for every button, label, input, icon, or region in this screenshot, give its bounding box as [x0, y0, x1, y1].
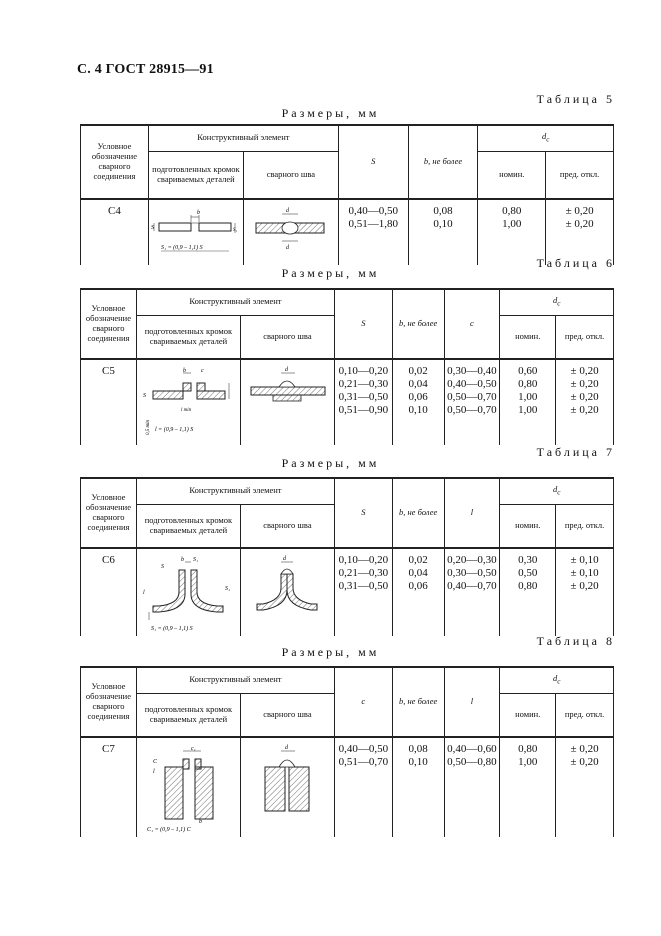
s-header: S	[334, 478, 392, 548]
s-value: 0,31—0,50	[338, 391, 389, 403]
svg-text:S₁: S₁	[232, 228, 238, 233]
extra-value: 0,40—0,70	[447, 580, 497, 592]
extra-value: 0,30—0,50	[447, 567, 497, 579]
svg-text:b: b	[182, 368, 186, 374]
table-6	[80, 288, 614, 445]
svg-text:0,5 min: 0,5 min	[145, 420, 151, 435]
nominal-header: номин.	[500, 504, 556, 548]
extra-value: 0,40—0,60	[447, 743, 497, 755]
b-value: 0,02	[408, 554, 428, 566]
b-values	[408, 199, 478, 265]
svg-text:c₁: c₁	[190, 746, 196, 752]
prepared-edges-header: подготовленных кромок свариваемых деталей	[136, 693, 240, 737]
tolerance-values	[556, 548, 614, 636]
table-8	[80, 666, 614, 837]
svg-text:S: S	[150, 225, 154, 231]
d-header	[500, 667, 614, 693]
d-subscript: c	[557, 678, 561, 687]
tolerance-value: ± 0,20	[565, 205, 594, 217]
b-values	[392, 737, 444, 837]
designation-header: Условное обозначение сварного соединения	[81, 125, 149, 199]
c7-weld-drawing	[243, 743, 331, 813]
s-header: S	[338, 125, 408, 199]
designation-cell: С4	[81, 199, 149, 265]
prepared-edges-drawing	[136, 737, 240, 837]
d-symbol: d	[541, 131, 547, 142]
nominal-value: 1,00	[518, 391, 538, 403]
c7-edge-drawing	[139, 743, 237, 835]
s-header: S	[334, 289, 392, 359]
extra-value: 0,40—0,50	[447, 378, 497, 390]
designation-cell: С5	[81, 359, 137, 445]
svg-text:b: b	[180, 557, 184, 563]
tolerance-header: пред. откл.	[546, 151, 614, 199]
nominal-values	[500, 737, 556, 837]
nominal-value: 0,30	[518, 554, 538, 566]
b-value: 0,10	[408, 756, 428, 768]
b-value: 0,08	[433, 205, 453, 217]
designation-cell: С6	[81, 548, 137, 636]
prepared-edges-drawing	[148, 199, 243, 265]
prepared-edges-drawing	[136, 548, 240, 636]
extra-header: c	[444, 289, 500, 359]
extra-value: 0,30—0,40	[447, 365, 497, 377]
b-header: b, не более	[392, 667, 444, 737]
table-6-number: Таблица 6	[536, 256, 615, 270]
tolerance-value: ± 0,10	[570, 554, 599, 566]
d-subscript: c	[557, 489, 561, 498]
nominal-values	[500, 548, 556, 636]
extra-value: 0,50—0,70	[447, 391, 497, 403]
s-value: 0,21—0,30	[338, 378, 389, 390]
c6-edge-drawing	[139, 554, 237, 634]
nominal-value: 0,50	[518, 567, 538, 579]
svg-text:S: S	[142, 393, 146, 399]
tolerance-value: ± 0,20	[570, 580, 599, 592]
designation-cell: С7	[81, 737, 137, 837]
table-6-sizes-caption: Размеры, мм	[281, 266, 380, 280]
b-header: b, не более	[392, 289, 444, 359]
tolerance-value: ± 0,20	[570, 404, 599, 416]
prepared-edges-header: подготовленных кромок свариваемых деталей	[136, 315, 240, 359]
extra-values	[444, 359, 500, 445]
c5-edge-drawing	[139, 365, 237, 443]
tolerance-value: ± 0,20	[570, 378, 599, 390]
table-7-number: Таблица 7	[536, 445, 615, 459]
nominal-value: 1,00	[518, 404, 538, 416]
svg-text:c: c	[200, 368, 204, 374]
extra-value: 0,50—0,70	[447, 404, 497, 416]
svg-text:b: b	[198, 819, 202, 825]
table-5	[80, 124, 614, 265]
svg-text:S₁: S₁	[192, 557, 199, 563]
svg-text:l min: l min	[180, 408, 192, 413]
weld-drawing	[240, 737, 334, 837]
b-value: 0,06	[408, 580, 428, 592]
designation-header: Условное обозначение сварного соединения	[81, 478, 137, 548]
prepared-edges-header: подготовленных кромок свариваемых деталей	[148, 151, 243, 199]
b-value: 0,10	[408, 404, 428, 416]
c4-edge-drawing	[151, 205, 239, 259]
b-value: 0,02	[408, 365, 428, 377]
page-title: С. 4 ГОСТ 28915—91	[77, 62, 214, 77]
s-values	[334, 548, 392, 636]
svg-text:b: b	[196, 210, 200, 216]
s-value: 0,51—0,90	[338, 404, 389, 416]
table-7-sizes-caption: Размеры, мм	[281, 456, 380, 470]
nominal-header: номин.	[478, 151, 546, 199]
nominal-value: 0,80	[518, 580, 538, 592]
table-5-sizes-caption: Размеры, мм	[281, 106, 380, 120]
s-value: 0,40—0,50	[348, 205, 398, 217]
s-value: 0,10—0,20	[338, 365, 389, 377]
d-symbol: d	[552, 673, 558, 684]
d-subscript: c	[557, 300, 561, 309]
nominal-value: 0,60	[518, 365, 538, 377]
c4-weld-drawing	[246, 205, 334, 259]
tolerance-header: пред. откл.	[556, 315, 614, 359]
tolerance-value: ± 0,20	[570, 756, 599, 768]
b-value: 0,06	[408, 391, 428, 403]
c5-formula: l = (0,9 – 1,1) S	[154, 427, 194, 433]
weld-header: сварного шва	[240, 504, 334, 548]
svg-text:d: d	[282, 556, 286, 562]
designation-header: Условное обозначение сварного соединения	[81, 667, 137, 737]
svg-text:d: d	[285, 245, 289, 251]
weld-header: сварного шва	[243, 151, 338, 199]
b-value: 0,10	[433, 218, 453, 230]
weld-drawing	[243, 199, 338, 265]
extra-value: 0,50—0,80	[447, 756, 497, 768]
element-header: Конструктивный элемент	[136, 478, 334, 504]
s-values	[338, 199, 408, 265]
c-value: 0,40—0,50	[338, 743, 389, 755]
weld-drawing	[240, 359, 334, 445]
extra-header: l	[444, 667, 500, 737]
element-header: Конструктивный элемент	[136, 289, 334, 315]
extra-values	[444, 548, 500, 636]
c5-weld-drawing	[243, 365, 331, 425]
element-header: Конструктивный элемент	[148, 125, 338, 151]
s-values	[334, 359, 392, 445]
table-7	[80, 477, 614, 636]
extra-header: l	[444, 478, 500, 548]
svg-text:d: d	[285, 208, 289, 214]
tolerance-values	[556, 359, 614, 445]
d-subscript: c	[546, 136, 550, 145]
tolerance-values	[556, 737, 614, 837]
s-value: 0,21—0,30	[338, 567, 389, 579]
tolerance-header: пред. откл.	[556, 693, 614, 737]
designation-header: Условное обозначение сварного соединения	[81, 289, 137, 359]
svg-text:S₁: S₁	[224, 586, 231, 592]
element-header: Конструктивный элемент	[136, 667, 334, 693]
svg-text:C: C	[152, 759, 157, 765]
table-8-number: Таблица 8	[536, 634, 615, 648]
table-8-sizes-caption: Размеры, мм	[281, 645, 380, 659]
nominal-header: номин.	[500, 315, 556, 359]
tolerance-value: ± 0,20	[565, 218, 594, 230]
b-header: b, не более	[408, 125, 478, 199]
c-value: 0,51—0,70	[338, 756, 389, 768]
svg-text:d: d	[284, 745, 288, 751]
nominal-value: 1,00	[502, 218, 522, 230]
s-value: 0,10—0,20	[338, 554, 389, 566]
s-value: 0,51—1,80	[348, 218, 398, 230]
d-symbol: d	[552, 484, 558, 495]
c-header: c	[334, 667, 392, 737]
tolerance-value: ± 0,10	[570, 567, 599, 579]
prepared-edges-drawing	[136, 359, 240, 445]
weld-header: сварного шва	[240, 693, 334, 737]
prepared-edges-header: подготовленных кромок свариваемых деталей	[136, 504, 240, 548]
c7-formula: C₁ = (0,9 – 1,1) C	[146, 827, 191, 833]
b-value: 0,04	[408, 567, 428, 579]
d-symbol: d	[552, 295, 558, 306]
b-header: b, не более	[392, 478, 444, 548]
weld-header: сварного шва	[240, 315, 334, 359]
nominal-header: номин.	[500, 693, 556, 737]
tolerance-header: пред. откл.	[556, 504, 614, 548]
svg-text:S: S	[160, 564, 164, 570]
nominal-values	[478, 199, 546, 265]
c4-formula: S₁ = (0,9 – 1,1) S	[160, 245, 203, 251]
svg-text:l: l	[142, 590, 145, 596]
b-value: 0,08	[408, 743, 428, 755]
c6-weld-drawing	[243, 554, 331, 618]
nominal-value: 1,00	[518, 756, 538, 768]
d-header	[500, 478, 614, 504]
b-value: 0,04	[408, 378, 428, 390]
weld-drawing	[240, 548, 334, 636]
tolerance-value: ± 0,20	[570, 743, 599, 755]
nominal-value: 0,80	[518, 743, 538, 755]
c-values	[334, 737, 392, 837]
table-5-number: Таблица 5	[536, 92, 615, 106]
extra-values	[444, 737, 500, 837]
s-value: 0,31—0,50	[338, 580, 389, 592]
b-values	[392, 548, 444, 636]
c6-formula: S₁ = (0,9 – 1,1) S	[150, 626, 193, 632]
d-header	[500, 289, 614, 315]
extra-value: 0,20—0,30	[447, 554, 497, 566]
d-header	[478, 125, 614, 151]
nominal-value: 0,80	[502, 205, 522, 217]
svg-text:l: l	[152, 769, 155, 775]
b-values	[392, 359, 444, 445]
tolerance-value: ± 0,20	[570, 365, 599, 377]
svg-text:d: d	[284, 367, 288, 373]
tolerance-value: ± 0,20	[570, 391, 599, 403]
nominal-value: 0,80	[518, 378, 538, 390]
nominal-values	[500, 359, 556, 445]
